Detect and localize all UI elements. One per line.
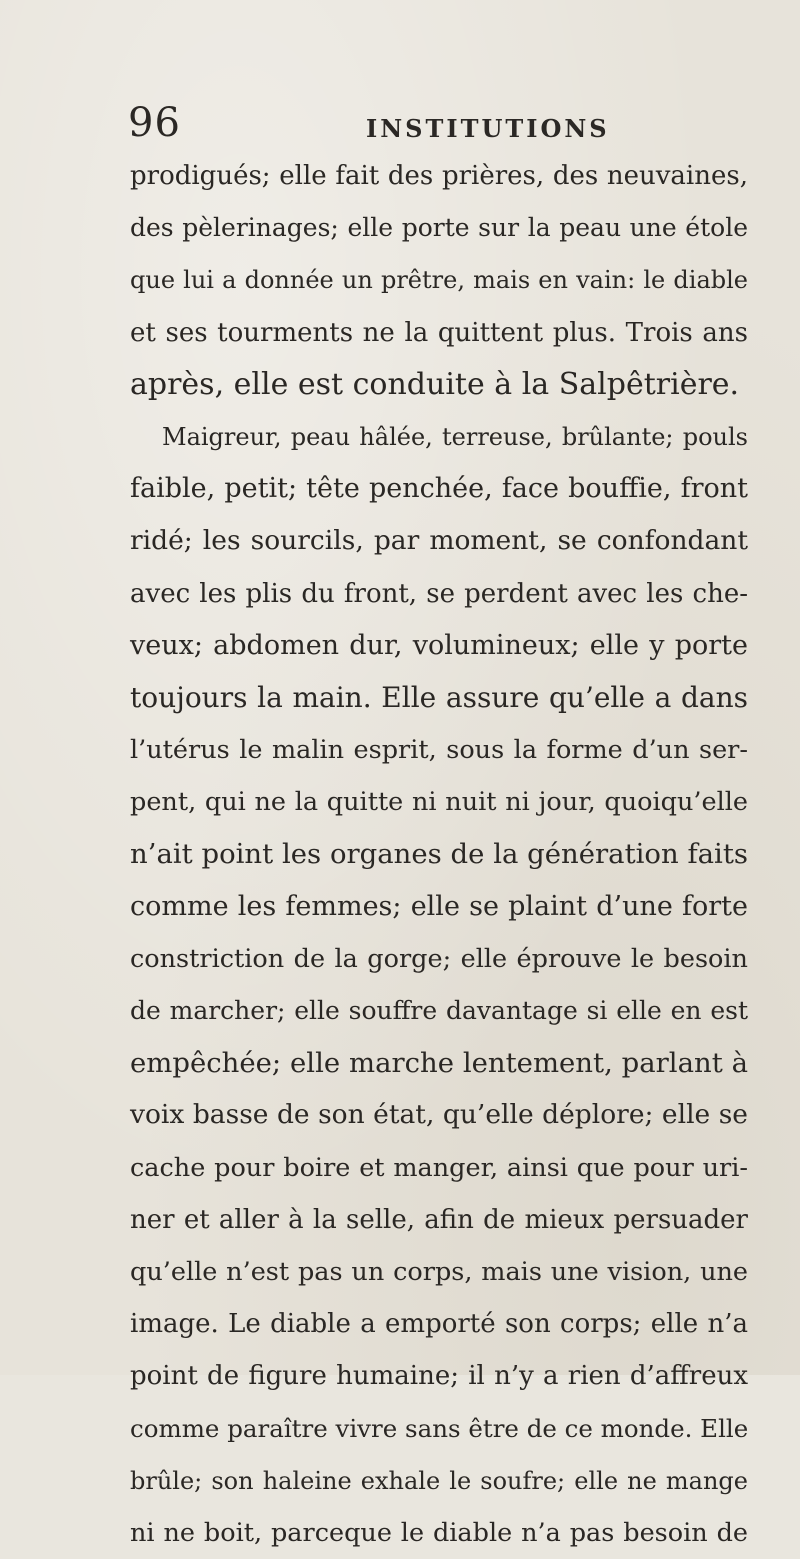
text-line: constriction de la gorge; elle éprouve le besoin [130, 943, 748, 974]
text-line: ridé; les sourcils, par moment, se confondant [130, 525, 748, 557]
text-line: cache pour boire et manger, ainsi que pour uri- [130, 1152, 748, 1183]
paragraph-start-line: Maigreur, peau hâlée, terreuse, brûlante; pouls [162, 422, 748, 451]
text-line: après, elle est conduite à la Salpêtrière. [130, 366, 740, 402]
text-line: point de figure humaine; il n’y a rien d’affreux [130, 1361, 748, 1392]
body-text [130, 150, 748, 1559]
text-line: n’ait point les organes de la génération faits [130, 838, 748, 871]
running-title: INSTITUTIONS [366, 114, 610, 143]
text-line: brûle; son haleine exhale le soufre; elle ne mange [130, 1466, 748, 1495]
text-line: ner et aller à la selle, afin de mieux persuader [130, 1204, 748, 1235]
text-line: et ses tourments ne la quittent plus. Trois ans [130, 317, 748, 348]
text-line: empêchée; elle marche lentement, parlant à [130, 1047, 748, 1080]
text-line: comme paraître vivre sans être de ce monde. Elle [130, 1413, 749, 1443]
text-line: faible, petit; tête penchée, face bouffie, front [130, 473, 748, 505]
text-line: des pèlerinages; elle porte sur la peau une étole [130, 213, 748, 243]
text-line: de marcher; elle souffre davantage si elle en est [130, 996, 748, 1025]
text-line: pent, qui ne la quitte ni nuit ni jour, quoiqu’elle [130, 787, 748, 818]
text-line: voix basse de son état, qu’elle déplore; elle se [130, 1099, 748, 1131]
text-line: que lui a donnée un prêtre, mais en vain: le diable [130, 266, 748, 295]
page-number: 96 [128, 100, 181, 146]
text-line: comme les femmes; elle se plaint d’une forte [130, 890, 748, 922]
text-line: image. Le diable a emporté son corps; elle n’a [130, 1309, 748, 1340]
text-line: l’utérus le malin esprit, sous la forme d’un ser- [130, 735, 748, 766]
text-line: veux; abdomen dur, volumineux; elle y porte [130, 629, 748, 661]
text-line: toujours la main. Elle assure qu’elle a dans [130, 680, 748, 714]
text-line: qu’elle n’est pas un corps, mais une vision, une [130, 1256, 748, 1287]
text-line: prodigués; elle fait des prières, des neuvaines, [130, 161, 748, 191]
text-line: ni ne boit, parceque le diable n’a pas besoin de [130, 1517, 748, 1548]
text-line: avec les plis du front, se perdent avec les che- [130, 578, 748, 609]
running-head [128, 96, 748, 152]
